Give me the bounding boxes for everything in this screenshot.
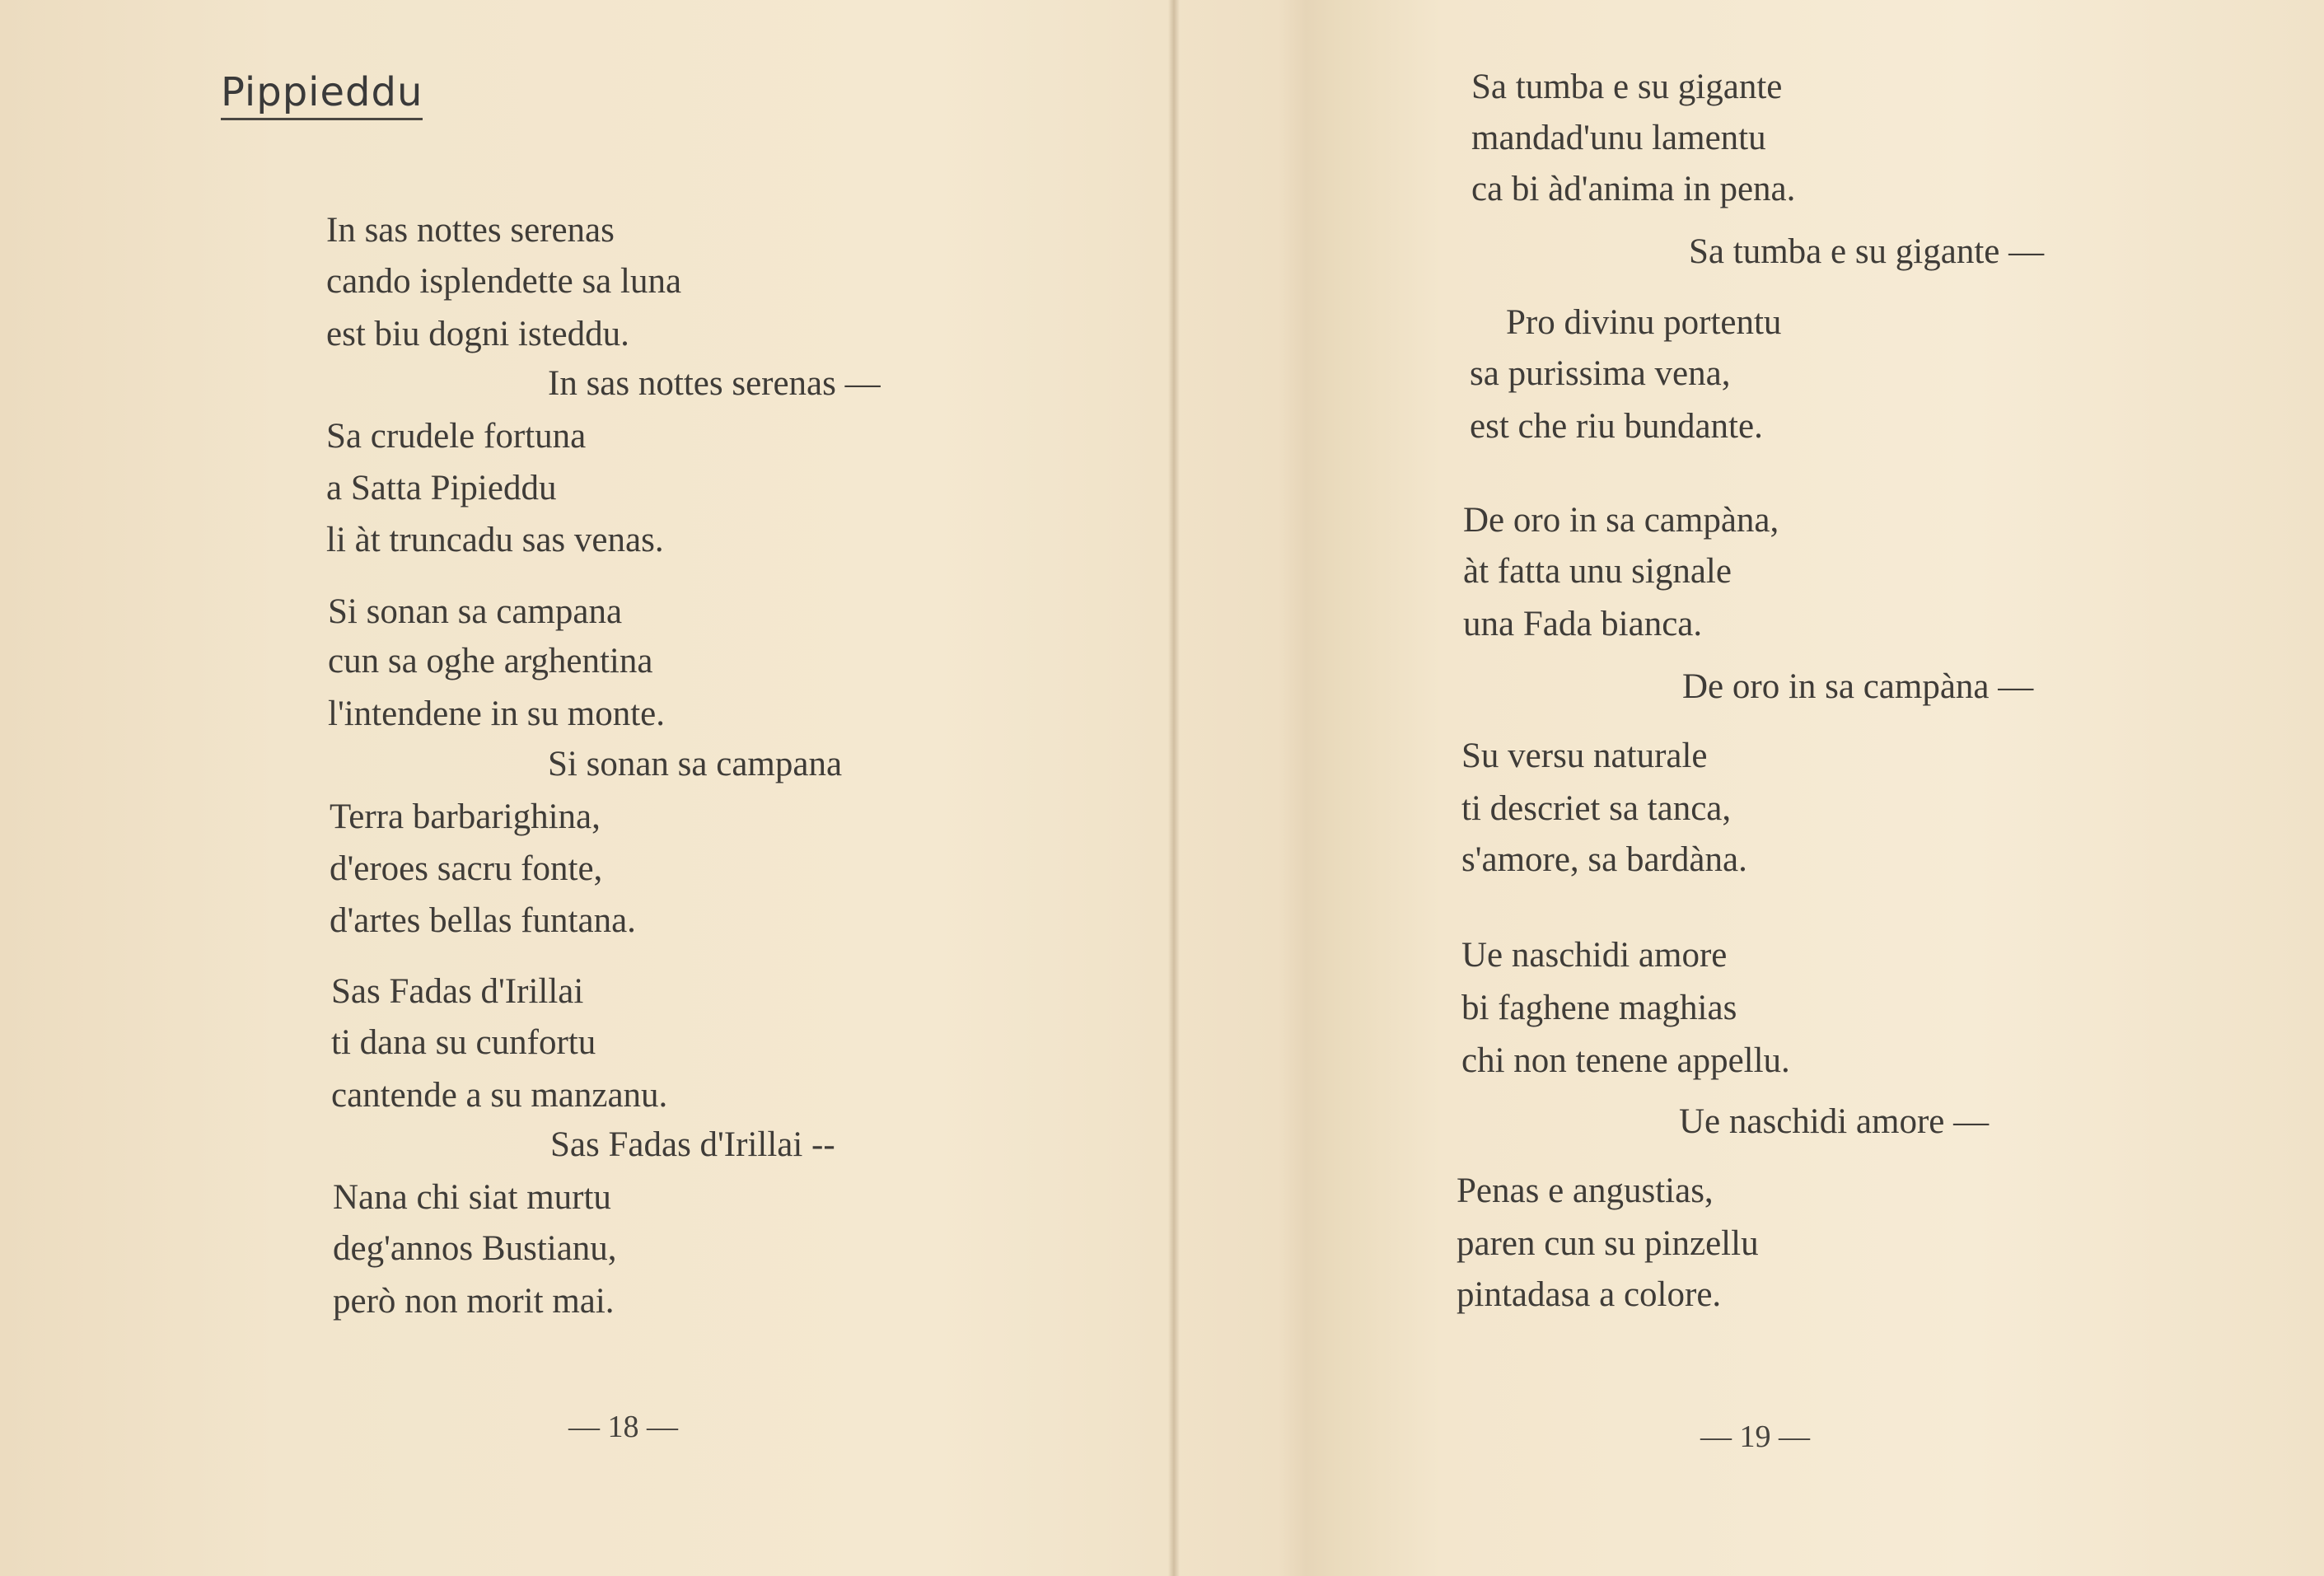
verse-line: cando isplendette sa luna xyxy=(326,262,682,301)
verse-line: mandad'unu lamentu xyxy=(1471,119,1766,157)
verse-line: d'eroes sacru fonte, xyxy=(330,849,603,888)
verse-line: ca bi àd'anima in pena. xyxy=(1471,170,1796,208)
verse-line: Sa tumba e su gigante xyxy=(1471,68,1783,106)
verse-line: Ue naschidi amore xyxy=(1461,936,1728,975)
verse-line: sa purissima vena, xyxy=(1470,354,1731,393)
verse-line: ti dana su cunfortu xyxy=(331,1023,596,1062)
verse-line: Nana chi siat murtu xyxy=(333,1178,611,1217)
verse-line: s'amore, sa bardàna. xyxy=(1461,840,1747,879)
verse-refrain: In sas nottes serenas — xyxy=(548,364,881,403)
verse-refrain: Sa tumba e su gigante — xyxy=(1689,232,2045,271)
verse-line: paren cun su pinzellu xyxy=(1457,1224,1759,1263)
page-number: — 18 — xyxy=(568,1410,678,1444)
verse-refrain: Si sonan sa campana xyxy=(548,745,843,783)
verse-line: Su versu naturale xyxy=(1461,737,1708,775)
verse-line: àt fatta unu signale xyxy=(1463,552,1732,591)
verse-line: Si sonan sa campana xyxy=(328,592,623,631)
verse-line: Pro divinu portentu xyxy=(1506,303,1782,342)
verse-line: d'artes bellas funtana. xyxy=(330,901,636,940)
page-number: — 19 — xyxy=(1700,1419,1810,1454)
right-page xyxy=(1173,0,2324,1576)
verse-refrain: Ue naschidi amore — xyxy=(1679,1102,1990,1141)
verse-line: Terra barbarighina, xyxy=(330,797,601,836)
verse-line: Penas e angustias, xyxy=(1457,1171,1714,1210)
page-title: Pippieddu xyxy=(221,71,423,120)
verse-refrain: De oro in sa campàna — xyxy=(1682,667,2034,706)
verse-line: est che riu bundante. xyxy=(1470,407,1763,446)
verse-line: est biu dogni isteddu. xyxy=(326,315,629,353)
verse-line: De oro in sa campàna, xyxy=(1463,501,1779,540)
verse-line: cantende a su manzanu. xyxy=(331,1076,668,1115)
verse-line: una Fada bianca. xyxy=(1463,605,1703,643)
verse-line: Sa crudele fortuna xyxy=(326,417,587,456)
verse-line: deg'annos Bustianu, xyxy=(333,1229,617,1268)
verse-line: pintadasa a colore. xyxy=(1457,1275,1722,1314)
verse-line: però non morit mai. xyxy=(333,1282,615,1321)
verse-line: li àt truncadu sas venas. xyxy=(326,521,664,559)
verse-line: bi faghene maghias xyxy=(1461,989,1737,1027)
verse-line: Sas Fadas d'Irillai xyxy=(331,972,584,1011)
verse-line: l'intendene in su monte. xyxy=(328,694,666,733)
verse-line: chi non tenene appellu. xyxy=(1461,1041,1790,1080)
verse-line: In sas nottes serenas xyxy=(326,211,615,250)
verse-line: cun sa oghe arghentina xyxy=(328,642,653,680)
verse-line: a Satta Pipieddu xyxy=(326,469,557,507)
verse-refrain: Sas Fadas d'Irillai -- xyxy=(550,1125,835,1164)
verse-line: ti descriet sa tanca, xyxy=(1461,789,1732,828)
